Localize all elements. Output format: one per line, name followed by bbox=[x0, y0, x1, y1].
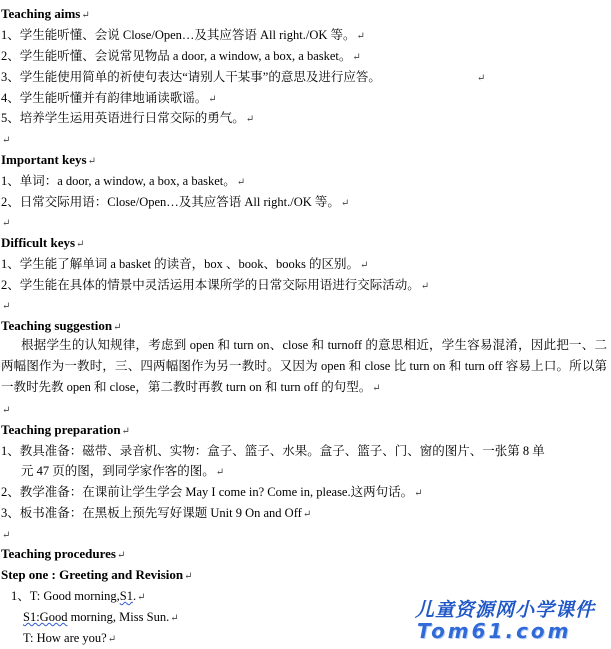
paragraph-mark: ↵ bbox=[2, 135, 11, 146]
dialogue-line: 1、T: Good morning,S1.↵ bbox=[11, 589, 146, 603]
preparation-item-continued: 元 47 页的图，到同学家作客的图。↵ bbox=[21, 464, 225, 478]
step-one-heading: Step one : Greeting and Revision↵ bbox=[1, 567, 193, 582]
dialogue-line: T: How are you?↵ bbox=[23, 631, 117, 645]
aims-item: 4、学生能听懂并有韵律地诵读歌谣。↵ bbox=[1, 91, 217, 105]
heading-teaching-aims: Teaching aims↵ bbox=[1, 6, 90, 21]
aims-item: 3、学生能使用简单的祈使句表达“请别人干某事”的意思及进行应答。 ↵ bbox=[1, 70, 486, 84]
difficult-item: 2、学生能在具体的情景中灵活运用本课所学的日常交际用语进行交际活动。↵ bbox=[1, 278, 430, 292]
aims-item: 2、学生能听懂、会说常见物品 a door, a window, a box, a basket。↵ bbox=[1, 49, 361, 63]
dialogue-line: S1:Good morning, Miss Sun.↵ bbox=[23, 610, 179, 624]
heading-difficult-keys: Difficult keys↵ bbox=[1, 235, 85, 250]
preparation-item: 1、教具准备：磁带、录音机、实物：盒子、篮子、水果。盒子、篮子、门、窗的图片、一张第 8 单 bbox=[1, 444, 545, 458]
paragraph-mark: ↵ bbox=[2, 405, 11, 416]
heading-teaching-procedures: Teaching procedures↵ bbox=[1, 546, 126, 561]
watermark-title: 儿童资源网小学课件 bbox=[415, 599, 596, 621]
site-watermark bbox=[403, 595, 603, 645]
aims-item: 5、培养学生运用英语进行日常交际的勇气。↵ bbox=[1, 111, 255, 125]
paragraph-mark: ↵ bbox=[2, 301, 11, 312]
heading-teaching-preparation: Teaching preparation↵ bbox=[1, 422, 130, 437]
paragraph-mark: ↵ bbox=[2, 530, 11, 541]
paragraph-mark: ↵ bbox=[2, 218, 11, 229]
heading-teaching-suggestion: Teaching suggestion↵ bbox=[1, 318, 122, 333]
aims-item: 1、学生能听懂、会说 Close/Open…及其应答语 All right./OK 等。↵ bbox=[1, 28, 365, 42]
preparation-item: 2、教学准备：在课前让学生学会 May I come in? Come in, please.这两句话。↵ bbox=[1, 485, 423, 499]
keys-item: 2、日常交际用语：Close/Open…及其应答语 All right./OK 等。↵ bbox=[1, 195, 350, 209]
heading-important-keys: Important keys↵ bbox=[1, 152, 96, 167]
suggestion-paragraph: 根据学生的认知规律，考虑到 open 和 turn on、close 和 turnoff 的意思相近，学生容易混淆，因此把一、二两幅图作为一教时，三、四两幅图作为另一教时。又因为 open 和 close 比 turn on 和 turn off 容易上口。所以第一教时先教 open 和 close，第二教时再教 turn on 和 turn off 的句型。↵ bbox=[1, 338, 607, 394]
watermark-logo: Tom61.com bbox=[417, 619, 572, 643]
difficult-item: 1、学生能了解单词 a basket 的读音，box 、book、books 的区别。↵ bbox=[1, 257, 369, 271]
preparation-item: 3、板书准备：在黑板上预先写好课题 Unit 9 On and Off↵ bbox=[1, 506, 312, 520]
keys-item: 1、单词：a door, a window, a box, a basket。↵ bbox=[1, 174, 246, 188]
